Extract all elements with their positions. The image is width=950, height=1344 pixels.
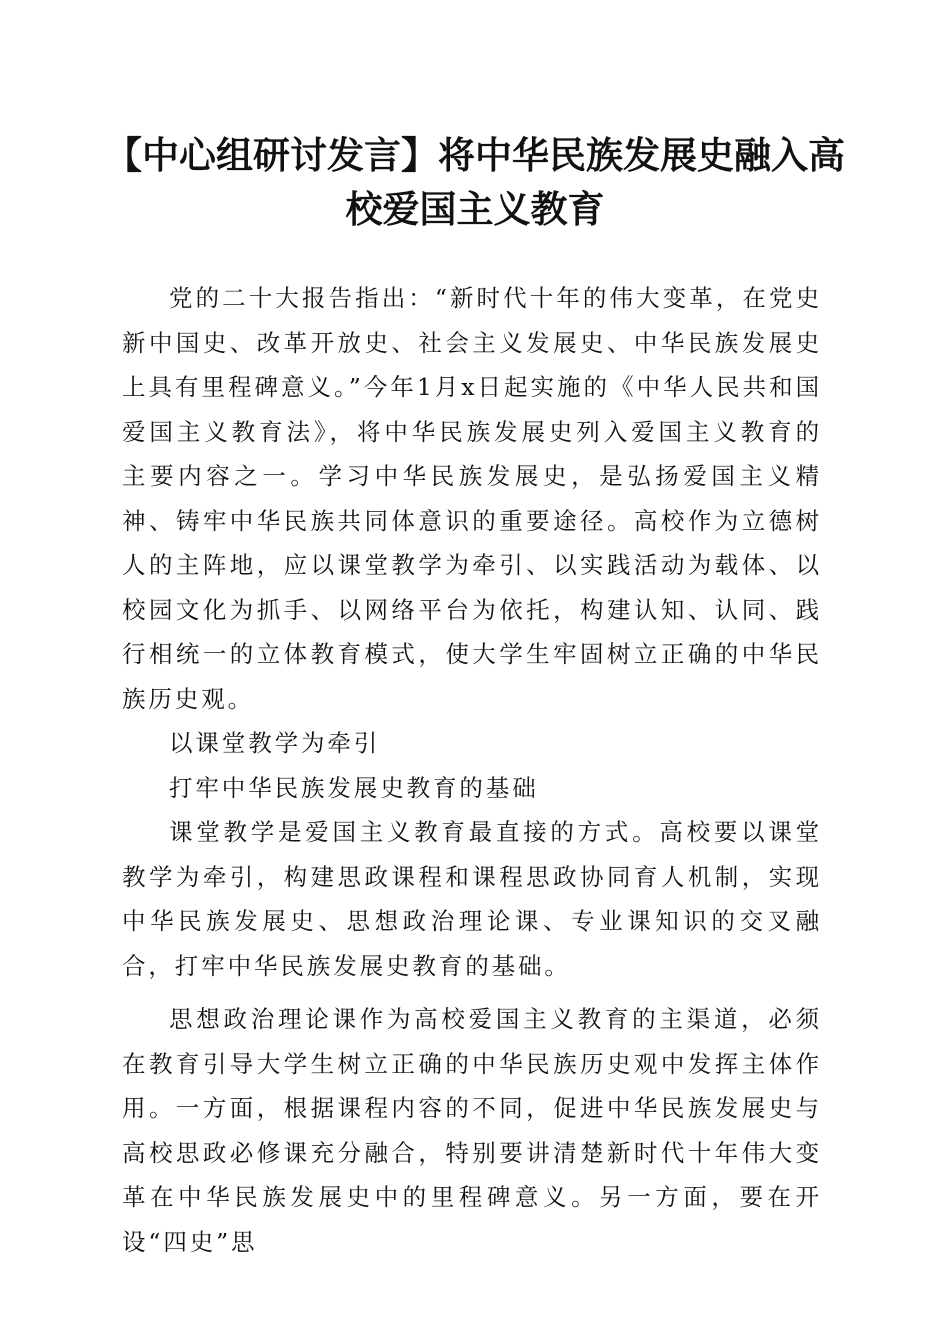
- body-paragraph: 思想政治理论课作为高校爱国主义教育的主渠道，必须在教育引导大学生树立正确的中华民族历史观中发挥主体作用。一方面，根据课程内容的不同，促进中华民族发展史与高校思政必修课充分融合，特别要讲清楚新时代十年伟大变革在中华民族发展史中的里程碑意义。另一方面，要在开设“四史”思: [122, 1005, 822, 1256]
- document-title: [100, 128, 850, 236]
- body-paragraph: 课堂教学是爱国主义教育最直接的方式。高校要以课堂教学为牵引，构建思政课程和课程思政协同育人机制，实现中华民族发展史、思想政治理论课、专业课知识的交叉融合，打牢中华民族发展史教育的基础。: [122, 818, 822, 980]
- title-line-1: 【中心组研讨发言】将中华民族发展史融入高: [105, 133, 845, 177]
- document-body: [122, 276, 822, 1264]
- title-line-2: 校爱国主义教育: [345, 187, 605, 231]
- intro-paragraph: 党的二十大报告指出：“新时代十年的伟大变革，在党史新中国史、改革开放史、社会主义发展史、中华民族发展史上具有里程碑意义。”今年1月x日起实施的《中华人民共和国爱国主义教育法》，将中华民族发展史列入爱国主义教育的主要内容之一。学习中华民族发展史，是弘扬爱国主义精神、铸牢中华民族共同体意识的重要途径。高校作为立德树人的主阵地，应以课堂教学为牵引、以实践活动为载体、以校园文化为抓手、以网络平台为依托，构建认知、认同、践行相统一的立体教育模式，使大学生牢固树立正确的中华民族历史观。: [122, 284, 822, 713]
- section-heading: 以课堂教学为牵引: [169, 729, 381, 757]
- section-subheading: 打牢中华民族发展史教育的基础: [169, 773, 539, 802]
